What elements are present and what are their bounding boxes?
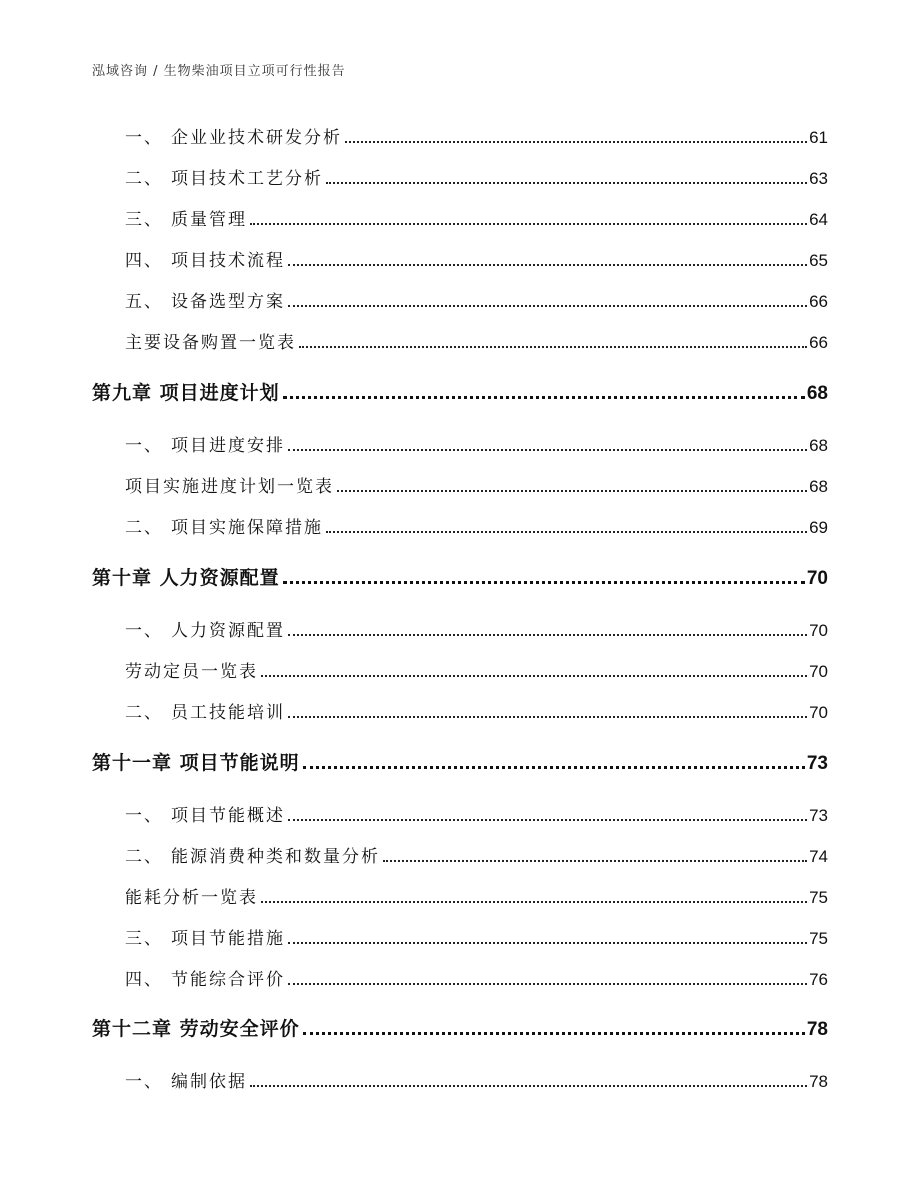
dot-leader <box>288 979 807 985</box>
running-header: 泓域咨询 / 生物柴油项目立项可行性报告 <box>92 64 346 79</box>
toc-entry-number: 四、 <box>125 251 163 271</box>
toc-entry-page: 75 <box>809 929 828 948</box>
toc-entry-title: 人力资源配置 <box>171 621 285 641</box>
dot-leader <box>288 712 807 718</box>
toc-entry-number: 一、 <box>125 1072 163 1092</box>
toc-entry-page: 66 <box>809 333 828 352</box>
dot-leader <box>299 342 807 348</box>
toc-entry-page: 78 <box>809 1072 828 1091</box>
toc-entry-page: 70 <box>809 703 828 722</box>
toc-entry-page: 70 <box>809 662 828 681</box>
toc-entry-page: 74 <box>809 847 828 866</box>
toc-entry-title: 项目节能概述 <box>171 806 285 826</box>
toc-entry-page: 63 <box>809 169 828 188</box>
toc-entry-title: 主要设备购置一览表 <box>125 333 296 353</box>
dot-leader <box>383 856 807 862</box>
toc-entry[interactable] <box>125 472 828 497</box>
toc-entry-title: 质量管理 <box>171 210 247 230</box>
toc-chapter[interactable] <box>92 1014 828 1041</box>
toc-entry-number: 三、 <box>125 210 163 230</box>
toc-entry[interactable] <box>125 801 828 826</box>
dot-leader <box>303 1028 805 1035</box>
toc-entry-page: 66 <box>809 292 828 311</box>
toc-entry[interactable] <box>125 965 828 990</box>
toc-entry-number: 二、 <box>125 847 163 867</box>
toc-entry-number: 二、 <box>125 518 163 538</box>
toc-entry-title: 编制依据 <box>171 1072 247 1092</box>
toc-entry[interactable] <box>125 123 828 148</box>
toc-entry-title: 项目技术流程 <box>171 251 285 271</box>
toc-entry[interactable] <box>125 657 828 682</box>
toc-entry-title: 设备选型方案 <box>171 292 285 312</box>
dot-leader <box>288 445 807 451</box>
toc-chapter[interactable] <box>92 378 828 405</box>
dot-leader <box>261 897 807 903</box>
toc-entry-page: 76 <box>809 970 828 989</box>
dot-leader <box>250 1081 807 1087</box>
dot-leader <box>288 260 807 266</box>
toc-entry-number: 二、 <box>125 703 163 723</box>
toc-entry-number: 三、 <box>125 929 163 949</box>
toc-entry[interactable] <box>125 1067 828 1092</box>
toc-entry-title: 项目技术工艺分析 <box>171 169 323 189</box>
toc-entry[interactable] <box>125 513 828 538</box>
toc-entry-number: 四、 <box>125 970 163 990</box>
dot-leader <box>303 762 805 769</box>
toc-entry[interactable] <box>125 164 828 189</box>
toc-entry-number: 一、 <box>125 436 163 456</box>
toc-entry[interactable] <box>125 205 828 230</box>
toc-chapter[interactable] <box>92 563 828 590</box>
toc-entry-page: 61 <box>809 128 828 147</box>
toc-entry-page: 68 <box>809 477 828 496</box>
toc-entry-title: 劳动定员一览表 <box>125 662 258 682</box>
dot-leader <box>337 486 807 492</box>
dot-leader <box>283 577 805 584</box>
toc-chapter-title: 第十一章 项目节能说明 <box>92 752 300 774</box>
dot-leader <box>288 815 807 821</box>
toc-entry[interactable] <box>125 287 828 312</box>
dot-leader <box>288 938 807 944</box>
toc-entry[interactable] <box>125 883 828 908</box>
toc-entry-number: 一、 <box>125 806 163 826</box>
toc-entry-title: 项目实施进度计划一览表 <box>125 477 334 497</box>
toc-entry-title: 节能综合评价 <box>171 970 285 990</box>
toc-entry[interactable] <box>125 842 828 867</box>
toc-entry-number: 二、 <box>125 169 163 189</box>
toc-chapter-title: 第九章 项目进度计划 <box>92 382 280 404</box>
toc-entry-title: 企业业技术研发分析 <box>171 128 342 148</box>
toc-entry-page: 73 <box>809 806 828 825</box>
dot-leader <box>345 137 807 143</box>
toc-entry-page: 70 <box>809 621 828 640</box>
toc-chapter[interactable] <box>92 748 828 775</box>
toc-entry-page: 65 <box>809 251 828 270</box>
dot-leader <box>326 178 807 184</box>
toc-chapter-page: 73 <box>806 753 828 774</box>
dot-leader <box>261 671 807 677</box>
toc-entry-number: 一、 <box>125 128 163 148</box>
toc-entry-number: 五、 <box>125 292 163 312</box>
toc-entry-page: 64 <box>809 210 828 229</box>
toc-entry[interactable] <box>125 698 828 723</box>
toc-entry-page: 68 <box>809 436 828 455</box>
toc-entry-title: 能耗分析一览表 <box>125 888 258 908</box>
toc-entry[interactable] <box>125 924 828 949</box>
dot-leader <box>288 630 807 636</box>
toc-entry-title: 项目进度安排 <box>171 436 285 456</box>
toc-entry-title: 项目节能措施 <box>171 929 285 949</box>
toc-chapter-page: 78 <box>806 1019 828 1040</box>
toc-entry[interactable] <box>125 616 828 641</box>
dot-leader <box>326 527 807 533</box>
toc-entry-page: 75 <box>809 888 828 907</box>
toc-entry[interactable] <box>125 431 828 456</box>
toc-entry[interactable] <box>125 328 828 353</box>
dot-leader <box>250 219 807 225</box>
toc-entry-title: 能源消费种类和数量分析 <box>171 847 380 867</box>
toc-chapter-title: 第十二章 劳动安全评价 <box>92 1018 300 1040</box>
toc-entry-title: 员工技能培训 <box>171 703 285 723</box>
toc-chapter-page: 68 <box>806 383 828 404</box>
dot-leader <box>283 392 805 399</box>
toc-chapter-title: 第十章 人力资源配置 <box>92 567 280 589</box>
toc-entry-page: 69 <box>809 518 828 537</box>
dot-leader <box>288 301 807 307</box>
toc-entry[interactable] <box>125 246 828 271</box>
toc-entry-number: 一、 <box>125 621 163 641</box>
toc-chapter-page: 70 <box>806 568 828 589</box>
toc-entry-title: 项目实施保障措施 <box>171 518 323 538</box>
